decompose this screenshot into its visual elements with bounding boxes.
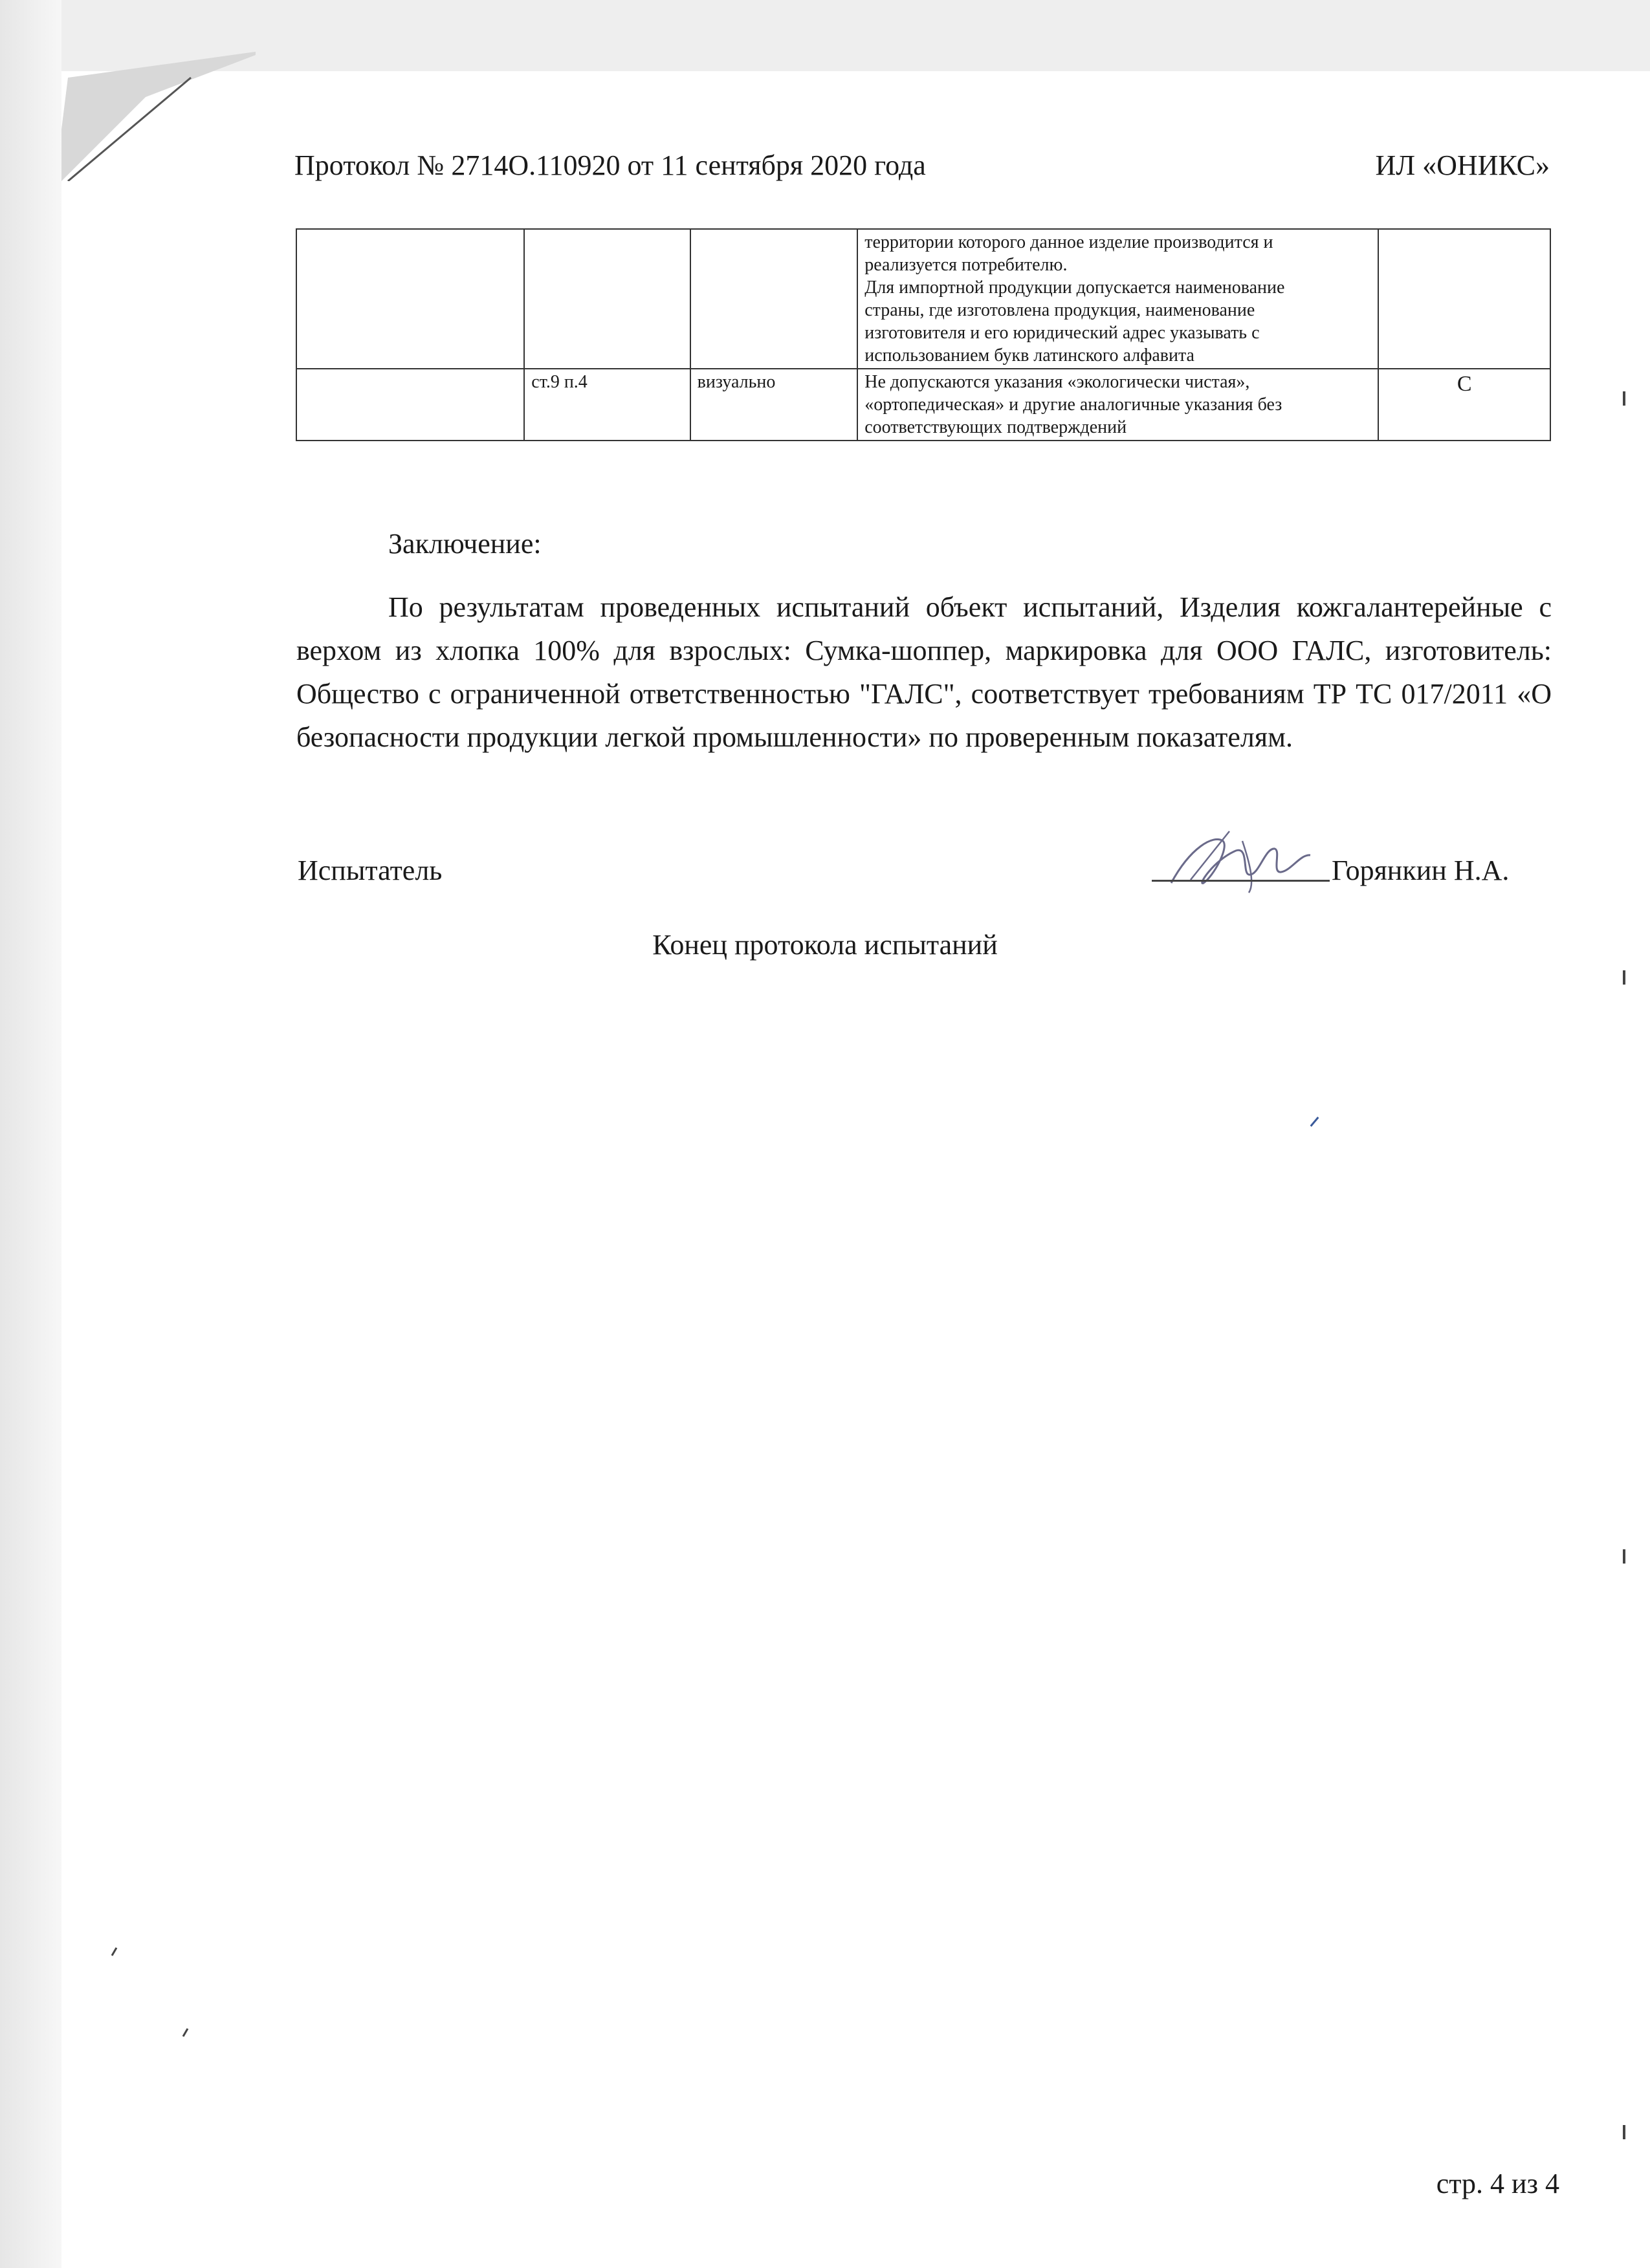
end-of-protocol: Конец протокола испытаний (652, 929, 998, 961)
indicator-cell (296, 229, 524, 369)
scan-speck (111, 1947, 118, 1956)
scan-speck (182, 2028, 189, 2037)
folded-corner-icon (61, 52, 256, 181)
requirement-cell (857, 229, 1378, 369)
scan-speck (1623, 391, 1625, 406)
page-number: стр. 4 из 4 (1436, 2168, 1559, 2199)
signature-block (1152, 822, 1553, 899)
conclusion-paragraph: По результатам проведенных испытаний объект испытаний, Изделия кожгалантерейные с верхом из хлопка 100% для взрослых: Сумка-шоппер, маркировка для ООО ГАЛС, изготовитель: Общество с ограниченной ответственностью "ГАЛС", соответствует требованиям ТР ТС 017/2011 «О безопасности продукции легкой промышленности» по проверенным показателям. (296, 591, 1552, 753)
scan-background-left (0, 0, 61, 2268)
result-cell: С (1378, 369, 1550, 441)
tester-name: Горянкин Н.А. (1332, 855, 1510, 886)
requirement-cell (857, 369, 1378, 441)
results-table (296, 228, 1551, 441)
requirement-line: реализуется потребителю. (864, 255, 1068, 275)
tester-role: Испытатель (298, 855, 443, 886)
requirement-line: использованием букв латинского алфавита (864, 345, 1194, 365)
scan-speck (1623, 970, 1625, 985)
protocol-title: Протокол № 2714О.110920 от 11 сентября 2020 года (294, 149, 926, 181)
clause-cell (524, 229, 690, 369)
requirement-line: страны, где изготовлена продукция, наименование (864, 300, 1255, 320)
method-cell (690, 229, 858, 369)
requirement-line: территории которого данное изделие производится и (864, 232, 1273, 252)
requirement-line: изготовителя и его юридический адрес указывать с (864, 323, 1260, 343)
scan-speck (1310, 1117, 1319, 1127)
method-cell: визуально (690, 369, 858, 441)
table-row (296, 229, 1550, 369)
signature-line (1152, 880, 1330, 882)
result-cell (1378, 229, 1550, 369)
requirement-line: соответствующих подтверждений (864, 417, 1127, 437)
lab-name: ИЛ «ОНИКС» (1375, 149, 1550, 181)
scan-speck (1623, 1549, 1625, 1564)
requirement-line: Не допускаются указания «экологически чистая», (864, 372, 1250, 392)
scan-speck (1623, 2125, 1625, 2139)
clause-cell: ст.9 п.4 (524, 369, 690, 441)
indicator-cell (296, 369, 524, 441)
handwritten-signature-icon (1152, 822, 1333, 899)
requirement-line: Для импортной продукции допускается наименование (864, 278, 1285, 298)
table-row (296, 369, 1550, 441)
conclusion-heading: Заключение: (388, 528, 542, 560)
requirement-line: «ортопедическая» и другие аналогичные указания без (864, 395, 1282, 415)
